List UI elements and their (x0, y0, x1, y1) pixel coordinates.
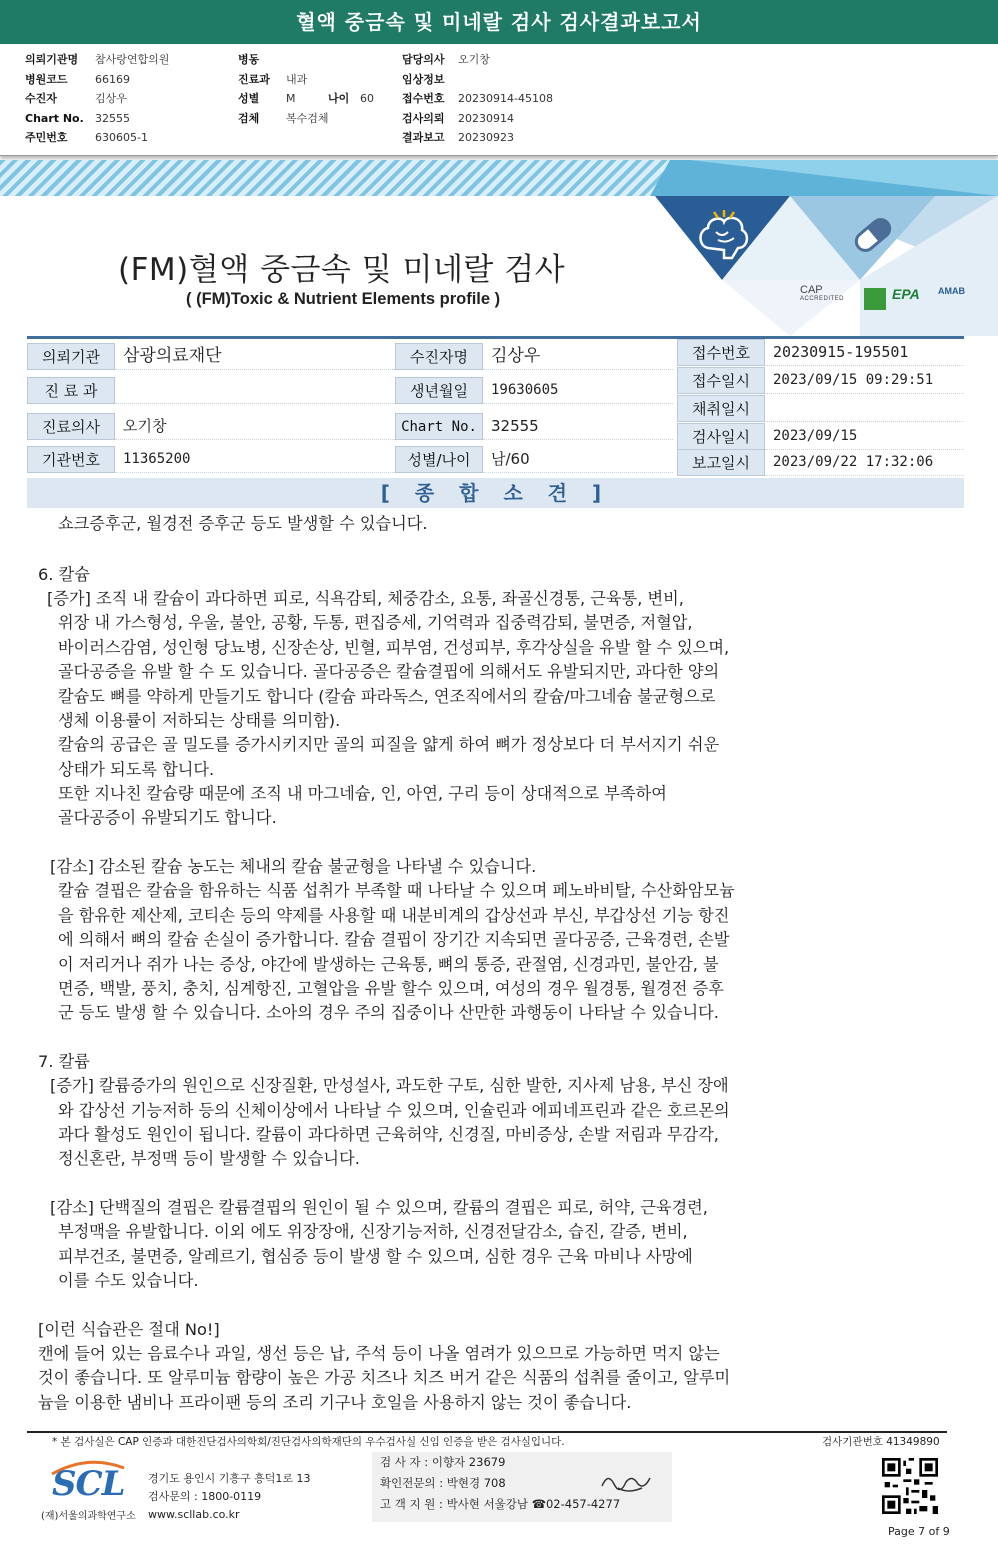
scl-contact (148, 1470, 311, 1524)
value-resident-no: 630605-1 (95, 131, 148, 144)
body-line: 이 저리거나 쥐가 나는 증상, 야간에 발생하는 근육통, 뼈의 통증, 관절염, 신경과민, 불안감, 불 (58, 955, 719, 974)
header-info-panel (0, 44, 998, 156)
label-resident-no: 주민번호 (25, 131, 68, 144)
cap-logo-text: CAP (800, 284, 823, 296)
body-line: 바이러스감염, 성인형 당뇨병, 신장손상, 빈혈, 피부염, 건성피부, 후각상실을 유발 할 수 있으며, (58, 638, 730, 657)
value-department: 내과 (286, 72, 308, 86)
value-patient: 김상우 (95, 92, 127, 105)
label-doctor: 진료의사 (27, 413, 115, 440)
label-institution: 의뢰기관 (27, 343, 115, 370)
report-banner (0, 160, 998, 336)
label-age: 나이 (328, 92, 350, 105)
footer-divider (27, 1431, 947, 1433)
footer-certification-note: * 본 검사실은 CAP 인증과 대한진단검사의학회/진단검사의학재단의 우수검사실 신임 인증을 받은 검사실입니다. (52, 1436, 565, 1448)
specialist: 확인전문의 : 박현경 708 (380, 1476, 506, 1490)
value-age: 60 (360, 92, 374, 105)
capsule-icon (848, 210, 898, 260)
epa-logo: EPA (892, 286, 920, 302)
label-patient: 수진자명 (395, 343, 483, 370)
body-line: 면증, 백발, 풍치, 충치, 심계항진, 고혈압을 유발 할수 있으며, 여성의 경우 월경통, 월경전 증후 (58, 979, 724, 998)
scl-logo: SCL (52, 1464, 125, 1504)
body-line: 을 함유한 제산제, 코티손 등의 약제를 사용할 때 내분비계의 갑상선과 부신, 부갑상선 기능 항진 (58, 906, 730, 925)
label-patient: 수진자 (25, 92, 57, 105)
label-chart-no: Chart No. (395, 413, 483, 440)
cap-accredited-text: ACCREDITED (800, 296, 845, 302)
customer-support: 고 객 지 원 : 박사현 서울강남 ☎02-457-4277 (380, 1497, 621, 1511)
value-department (115, 377, 395, 404)
value-test-date: 2023/09/15 (765, 423, 964, 450)
patient-info-table (27, 336, 964, 474)
label-specimen: 검체 (238, 111, 260, 125)
label-test-date: 검사일시 (677, 423, 765, 450)
scl-web: www.scllab.co.kr (148, 1508, 240, 1521)
body-line: 것이 좋습니다. 또 알루미늄 함량이 높은 가공 치즈나 치즈 버거 같은 식품의 섭취를 줄이고, 알루미 (38, 1368, 731, 1387)
value-doctor: 오기창 (115, 413, 395, 440)
value-institution: 삼광의료재단 (115, 343, 395, 370)
signature-image (598, 1468, 658, 1496)
label-clinical-info: 임상정보 (402, 72, 445, 86)
label-inst-no: 기관번호 (27, 446, 115, 473)
value-chart-no: 32555 (483, 413, 673, 440)
brain-icon (694, 208, 754, 262)
body-line: 골다공증을 유발 할 수 도 있습니다. 골다공증은 칼슘결핍에 의해서도 유발되지만, 과다한 양의 (58, 662, 720, 681)
label-sex: 성별 (238, 92, 260, 105)
value-chart-no: 32555 (95, 111, 130, 125)
label-receipt-no: 접수번호 (402, 92, 445, 105)
value-receipt-no: 20230915-195501 (765, 339, 964, 366)
body-line: [증가] 칼륨증가의 원인으로 신장질환, 만성설사, 과도한 구토, 심한 발한, 지사제 남용, 부신 장애 (50, 1076, 729, 1095)
value-inst-no: 11365200 (115, 446, 395, 473)
section-heading-diet: [이런 식습관은 절대 No!] (38, 1320, 220, 1339)
value-doctor: 오기창 (458, 53, 490, 66)
value-report-date: 2023/09/22 17:32:06 (765, 449, 964, 476)
amab-logo: AMAB (938, 286, 965, 296)
qr-code-icon (882, 1458, 938, 1514)
page-number: Page 7 of 9 (888, 1525, 950, 1538)
body-line: 칼슘의 공급은 골 밀도를 증가시키지만 골의 피질을 얇게 하여 뼈가 정상보다 더 부서지기 쉬운 (58, 735, 720, 754)
summary-section-title: [ 종 합 소 견 ] (27, 478, 964, 508)
scl-org-name: (재)서울의과학연구소 (41, 1511, 136, 1522)
body-line: 에 의해서 뼈의 칼슘 손실이 증가합니다. 칼슘 결핍이 장기간 지속되면 골다공증, 근육경련, 손발 (58, 930, 730, 949)
body-line: 와 갑상선 기능저하 등의 신체이상에서 나타날 수 있으며, 인슐린과 에피네프린과 같은 호르몬의 (58, 1101, 730, 1120)
value-requester: 참사랑연합의원 (95, 53, 170, 66)
body-line: [감소] 단백질의 결핍은 칼륨결핍의 원인이 될 수 있으며, 칼륨의 결핍은 피로, 허약, 근육경련, (50, 1198, 708, 1217)
body-line: 생체 이용률이 저하되는 상태를 의미함). (58, 711, 341, 730)
scl-phone: 검사문의 : 1800-0119 (148, 1490, 262, 1503)
label-sex-age: 성별/나이 (395, 446, 483, 473)
report-header-title: 혈액 중금속 및 미네랄 검사 검사결과보고서 (0, 0, 998, 44)
header-col-3 (402, 50, 553, 148)
footer-registration-no: 검사기관번호 41349890 (822, 1436, 940, 1448)
value-birth: 19630605 (483, 377, 673, 404)
body-line: 군 등도 발생 할 수 있습니다. 소아의 경우 주의 집중이나 산만한 과행동이 나타날 수 있습니다. (58, 1003, 719, 1022)
value-sex-age: 남/60 (483, 446, 673, 473)
body-line: 늄을 이용한 냄비나 프라이팬 등의 조리 기구나 호일을 사용하지 않는 것이 좋습니다. (38, 1393, 632, 1412)
value-receipt-date: 2023/09/15 09:29:51 (765, 367, 964, 394)
report-title: (FM)혈액 중금속 및 미네랄 검사 (118, 252, 566, 288)
label-collect-date: 채취일시 (677, 395, 765, 422)
body-line: 상태가 되도록 합니다. (58, 760, 215, 779)
label-department: 진료과 (238, 72, 270, 86)
value-test-request: 20230914 (458, 111, 514, 125)
scl-address: 경기도 용인시 기흥구 흥덕1로 13 (148, 1472, 311, 1485)
label-result-report: 결과보고 (402, 131, 445, 144)
body-line: 칼슘 결핍은 칼슘을 함유하는 식품 섭취가 부족할 때 나타날 수 있으며 페노바비탈, 수산화암모늄 (58, 881, 735, 900)
cap-logo (800, 284, 844, 302)
body-line: 피부건조, 불면증, 알레르기, 협심증 등이 발생 할 수 있으며, 심한 경우 근육 마비나 사망에 (58, 1247, 693, 1266)
body-line: 또한 지나친 칼슘량 때문에 조직 내 마그네슘, 인, 아연, 구리 등이 상대적으로 부족하여 (58, 784, 667, 803)
body-line: 캔에 들어 있는 음료수나 과일, 생선 등은 납, 주석 등이 나올 염려가 있으므로 가능하면 먹지 않는 (38, 1344, 720, 1363)
body-line: 칼슘도 뼈를 약하게 만들기도 합니다 (칼슘 파라독스, 연조직에서의 칼슘/마그네슘 불균형으로 (58, 687, 716, 706)
lm-logo-icon (864, 288, 886, 310)
label-receipt-date: 접수일시 (677, 367, 765, 394)
value-hospital-code: 66169 (95, 72, 130, 86)
section-heading-potassium: 7. 칼륨 (38, 1052, 90, 1071)
label-chart-no: Chart No. (25, 111, 84, 125)
label-birth: 생년월일 (395, 377, 483, 404)
body-line: 위장 내 가스형성, 우울, 불안, 공황, 두통, 편집증세, 기억력과 집중력감퇴, 불면증, 저혈압, (58, 613, 693, 632)
body-line: 골다공증이 유발되기도 합니다. (58, 808, 277, 827)
value-collect-date (765, 395, 964, 422)
examiner: 검 사 자 : 이향자 23679 (380, 1455, 506, 1469)
header-col-2 (238, 50, 374, 128)
value-result-report: 20230923 (458, 131, 514, 144)
label-doctor: 담당의사 (402, 53, 445, 66)
body-line: 부정맥을 유발합니다. 이외 에도 위장장애, 신장기능저하, 신경전달감소, 습진, 갈증, 변비, (58, 1222, 688, 1241)
body-line: 정신혼란, 부정맥 등이 발생할 수 있습니다. (58, 1149, 360, 1168)
body-line: 과다 활성도 원인이 됩니다. 칼륨이 과다하면 근육허약, 신경질, 마비증상, 손발 저림과 무감각, (58, 1125, 719, 1144)
value-receipt-no: 20230914-45108 (458, 92, 553, 105)
body-line: [감소] 감소된 칼슘 농도는 체내의 칼슘 불균형을 나타낼 수 있습니다. (50, 857, 537, 876)
value-sex: M (286, 92, 296, 105)
body-line: 쇼크증후군, 월경전 증후군 등도 발생할 수 있습니다. (58, 514, 428, 533)
label-ward: 병동 (238, 53, 260, 66)
label-test-request: 검사의뢰 (402, 111, 445, 125)
value-patient: 김상우 (483, 343, 673, 370)
label-receipt-no: 접수번호 (677, 339, 765, 366)
body-line: [증가] 조직 내 칼슘이 과다하면 피로, 식욕감퇴, 체중감소, 요통, 좌골신경통, 근육통, 변비, (47, 589, 684, 608)
section-heading-calcium: 6. 칼슘 (38, 565, 90, 584)
label-hospital-code: 병원코드 (25, 72, 68, 86)
value-specimen: 복수검체 (286, 111, 329, 125)
body-line: 이를 수도 있습니다. (58, 1271, 199, 1290)
report-subtitle: ( (FM)Toxic & Nutrient Elements profile ) (186, 290, 501, 308)
header-col-1 (25, 50, 169, 148)
label-requester: 의뢰기관명 (25, 53, 79, 66)
label-department: 진 료 과 (27, 377, 115, 404)
label-report-date: 보고일시 (677, 449, 765, 476)
